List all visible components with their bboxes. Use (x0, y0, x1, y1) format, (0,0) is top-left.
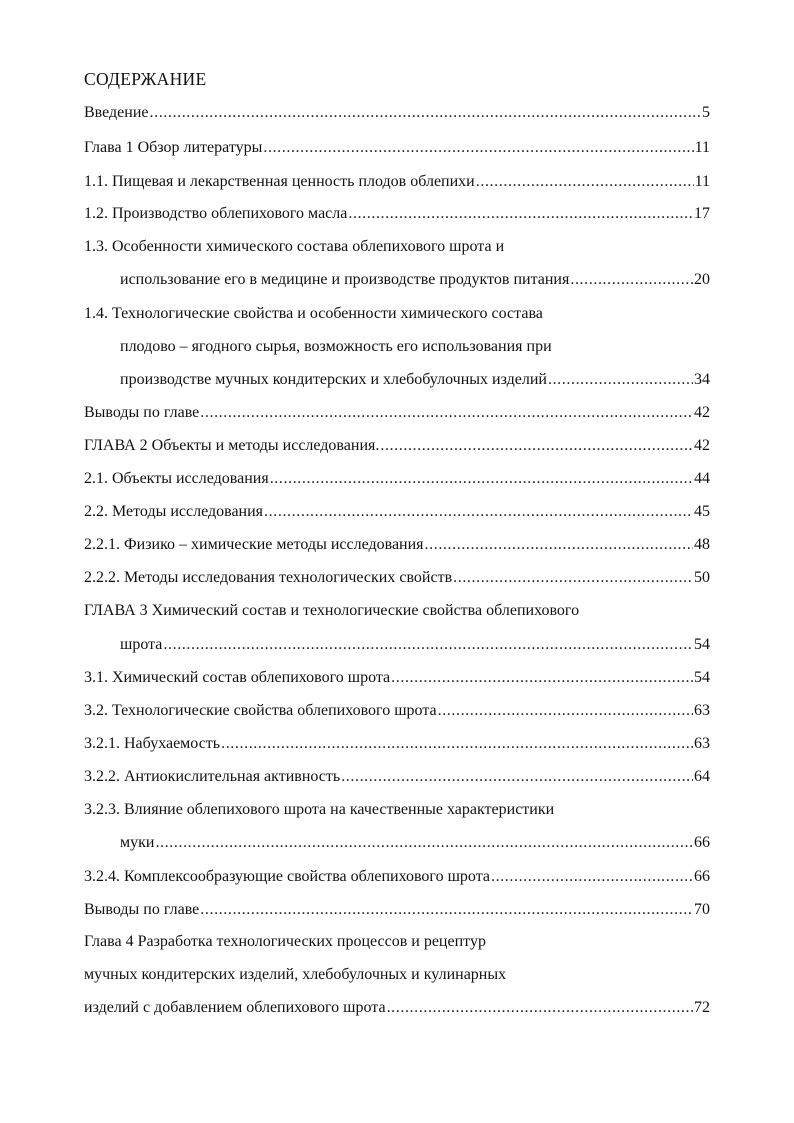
dot-leader (387, 997, 693, 1019)
dot-leader (270, 468, 693, 490)
toc-entry-text: мучных кондитерских изделий, хлебобулочных и кулинарных (84, 966, 507, 983)
toc-entry-text: производстве мучных кондитерских и хлебобулочных изделий (120, 371, 547, 388)
toc-entry-text: муки (120, 834, 155, 851)
toc-entry-text: 3.2.4. Комплексообразующие свойства облепихового шрота (84, 868, 490, 885)
toc-entry-page: 63 (694, 702, 710, 719)
toc-entry-text: 1.4. Технологические свойства и особенности химического состава (84, 305, 543, 322)
toc-entry-1-4-line-2[interactable] (0, 336, 794, 358)
toc-entry-page: 42 (694, 437, 710, 454)
dot-leader (221, 733, 693, 755)
toc-entry-page: 64 (694, 768, 710, 785)
toc-entry-chapter-3-line-2[interactable] (0, 634, 794, 656)
toc-entry-page: 20 (694, 271, 710, 288)
toc-title: СОДЕРЖАНИЕ (84, 69, 207, 89)
toc-entry-1-4-line-1[interactable] (0, 303, 794, 325)
dot-leader (380, 435, 693, 457)
toc-entry-page: 34 (694, 371, 710, 388)
dot-leader (163, 634, 693, 656)
toc-entry-text: 3.2.3. Влияние облепихового шрота на качественные характеристики (84, 801, 555, 818)
toc-entry-chapter-4-line-1[interactable] (0, 931, 794, 953)
dot-leader (264, 501, 693, 523)
toc-entry-chapter-4-line-3[interactable] (0, 997, 794, 1019)
toc-entry-chapter-3-line-1[interactable] (0, 600, 794, 622)
toc-entry-text: 1.3. Особенности химического состава облепихового шрота и (84, 238, 505, 255)
toc-entry-text: ГЛАВА 2 Объекты и методы исследования. (84, 437, 380, 454)
toc-entry-text: 3.2. Технологические свойства облепихового шрота (84, 702, 437, 719)
toc-entry-introduction[interactable] (0, 102, 794, 124)
toc-entry-page: 63 (694, 735, 710, 752)
toc-entry-text: 2.1. Объекты исследования (84, 470, 269, 487)
toc-entry-conclusions-3[interactable] (0, 899, 794, 921)
toc-entry-text: Глава 1 Обзор литературы (84, 139, 263, 156)
toc-entry-page: 54 (694, 636, 710, 653)
toc-entry-3-2[interactable] (0, 700, 794, 722)
toc-entry-text: ГЛАВА 3 Химический состав и технологические свойства облепихового (84, 602, 580, 619)
toc-entry-3-2-2[interactable] (0, 766, 794, 788)
toc-entry-chapter-4-line-2[interactable] (0, 964, 794, 986)
dot-leader (438, 700, 693, 722)
toc-entry-3-1[interactable] (0, 667, 794, 689)
toc-entry-page: 66 (694, 868, 710, 885)
toc-entry-2-1[interactable] (0, 468, 794, 490)
toc-entry-1-2[interactable] (0, 203, 794, 225)
toc-entry-text: изделий с добавлением облепихового шрота (84, 999, 386, 1016)
toc-entry-text: плодово – ягодного сырья, возможность его использования при (120, 338, 552, 355)
toc-entry-text: 3.2.1. Набухаемость (84, 735, 221, 752)
dot-leader (476, 171, 694, 193)
toc-entry-text: Глава 4 Разработка технологических процессов и рецептур (84, 933, 486, 950)
toc-entry-2-2-1[interactable] (0, 534, 794, 556)
toc-entry-3-2-3-line-1[interactable] (0, 799, 794, 821)
dot-leader (200, 899, 693, 921)
toc-entry-text: шрота (120, 636, 163, 653)
toc-entry-page: 42 (694, 404, 710, 421)
toc-entry-page: 66 (694, 834, 710, 851)
dot-leader (391, 667, 693, 689)
dot-leader (570, 269, 693, 291)
toc-entry-1-1[interactable] (0, 171, 794, 193)
toc-entry-text: 2.2.1. Физико – химические методы исследования (84, 536, 424, 553)
dot-leader (491, 866, 693, 888)
toc-entry-text: Выводы по главе (84, 404, 200, 421)
toc-entry-page: 72 (694, 999, 710, 1016)
dot-leader (348, 203, 693, 225)
dot-leader (155, 832, 693, 854)
toc-entry-text: 2.2.2. Методы исследования технологических свойств (84, 569, 453, 586)
toc-entry-text: Выводы по главе (84, 901, 200, 918)
toc-entry-3-2-1[interactable] (0, 733, 794, 755)
toc-entry-page: 54 (694, 669, 710, 686)
toc-entry-page: 45 (694, 503, 710, 520)
toc-entry-page: 70 (694, 901, 710, 918)
toc-entry-1-3-line-2[interactable] (0, 269, 794, 291)
toc-entry-page: 17 (694, 205, 710, 222)
toc-entry-page: 48 (694, 536, 710, 553)
toc-entry-page: 44 (694, 470, 710, 487)
dot-leader (150, 102, 702, 124)
toc-entry-page: 5 (702, 104, 710, 121)
toc-entry-text: использование его в медицине и производстве продуктов питания (120, 271, 570, 288)
toc-entry-1-3-line-1[interactable] (0, 236, 794, 258)
toc-entry-text: 3.1. Химический состав облепихового шрота (84, 669, 391, 686)
dot-leader (263, 137, 693, 159)
toc-entry-chapter-2[interactable] (0, 435, 794, 457)
toc-entry-2-2-2[interactable] (0, 567, 794, 589)
dot-leader (200, 402, 693, 424)
toc-entry-chapter-1[interactable] (0, 137, 794, 159)
toc-entry-page: 11 (694, 173, 710, 190)
toc-entry-3-2-3-line-2[interactable] (0, 832, 794, 854)
toc-entry-text: 1.1. Пищевая и лекарственная ценность плодов облепихи (84, 173, 475, 190)
toc-entry-1-4-line-3[interactable] (0, 369, 794, 391)
dot-leader (453, 567, 693, 589)
toc-entry-2-2[interactable] (0, 501, 794, 523)
dot-leader (425, 534, 693, 556)
toc-entry-text: 1.2. Производство облепихового масла (84, 205, 348, 222)
toc-entry-text: Введение (84, 104, 149, 121)
toc-entry-text: 2.2. Методы исследования (84, 503, 264, 520)
toc-entry-page: 50 (694, 569, 710, 586)
toc-entry-3-2-4[interactable] (0, 866, 794, 888)
dot-leader (548, 369, 693, 391)
dot-leader (341, 766, 693, 788)
toc-entry-text: 3.2.2. Антиокислительная активность (84, 768, 341, 785)
toc-entry-conclusions-1[interactable] (0, 402, 794, 424)
toc-entry-page: 11 (694, 139, 710, 156)
